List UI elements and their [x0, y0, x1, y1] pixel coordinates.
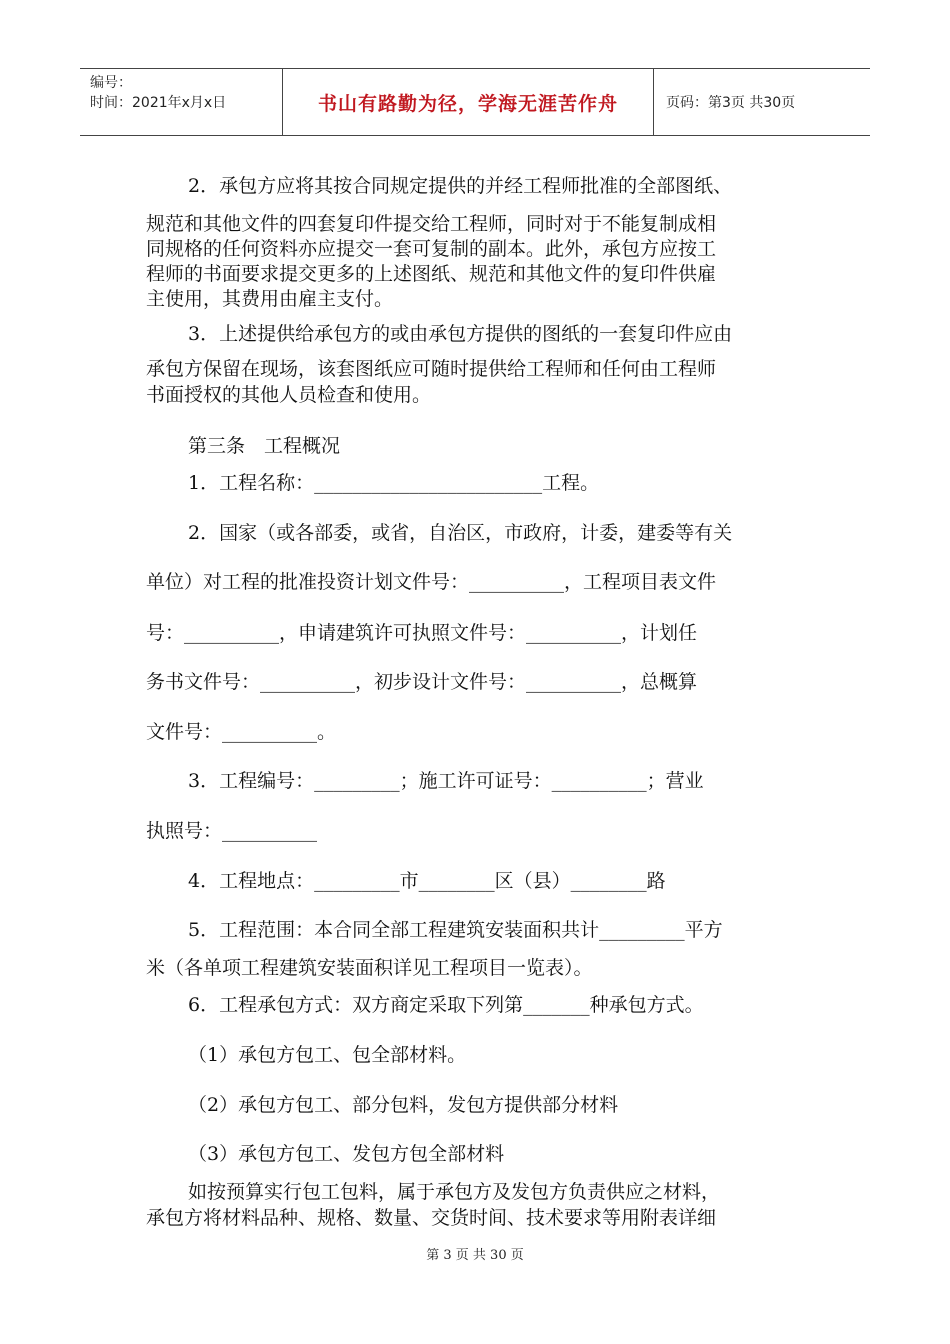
page-footer: 第 3 页 共 30 页 — [426, 1248, 524, 1263]
header-motto: 书山有路勤为径，学海无涯苦作舟 — [282, 69, 654, 135]
text-line: 务书文件号：__________，初步设计文件号：__________，总概算 — [146, 671, 698, 693]
text-line: 2．承包方应将其按合同规定提供的并经工程师批准的全部图纸、 — [188, 175, 733, 197]
text-line: 执照号：__________ — [146, 820, 318, 842]
text-line: 承包方保留在现场，该套图纸应可随时提供给工程师和任何由工程师 — [146, 358, 717, 380]
list-item: （3）承包方包工、发包方包全部材料 — [188, 1143, 505, 1165]
text-line: 主使用，其费用由雇主支付。 — [146, 288, 394, 310]
text-line: 如按预算实行包工包料，属于承包方及发包方负责供应之材料， — [188, 1181, 721, 1203]
text-line: 3．工程编号：_________；施工许可证号：__________；营业 — [188, 770, 704, 792]
document-number-label: 编号： — [90, 75, 132, 91]
section-heading: 第三条 工程概况 — [188, 435, 341, 457]
text-line: 3．上述提供给承包方的或由承包方提供的图纸的一套复印件应由 — [188, 323, 733, 345]
text-line: 同规格的任何资料亦应提交一套可复制的副本。此外，承包方应按工 — [146, 238, 717, 260]
text-line: 文件号：__________。 — [146, 721, 337, 743]
page-header — [80, 68, 870, 136]
list-item: （1）承包方包工、包全部材料。 — [188, 1044, 467, 1066]
text-line: 程师的书面要求提交更多的上述图纸、规范和其他文件的复印件供雇 — [146, 263, 717, 285]
list-item: （2）承包方包工、部分包料，发包方提供部分材料 — [188, 1094, 619, 1116]
text-line: 书面授权的其他人员检查和使用。 — [146, 384, 432, 406]
text-line: 2．国家（或各部委，或省，自治区，市政府，计委，建委等有关 — [188, 522, 733, 544]
text-line: 6．工程承包方式：双方商定采取下列第_______种承包方式。 — [188, 994, 704, 1016]
document-date-label: 时间：2021年x月x日 — [90, 95, 227, 111]
text-line: 规范和其他文件的四套复印件提交给工程师，同时对于不能复制成相 — [146, 213, 717, 235]
header-page-number: 页码：第3页 共30页 — [666, 95, 796, 111]
text-line: 承包方将材料品种、规格、数量、交货时间、技术要求等用附表详细 — [146, 1207, 717, 1229]
text-line: 1．工程名称：________________________工程。 — [188, 472, 600, 494]
text-line: 号：__________，申请建筑许可执照文件号：__________，计划任 — [146, 622, 698, 644]
text-line: 4．工程地点：_________市________区（县）________路 — [188, 870, 666, 892]
text-line: 5．工程范围：本合同全部工程建筑安装面积共计_________平方 — [188, 919, 723, 941]
text-line: 米（各单项工程建筑安装面积详见工程项目一览表）。 — [146, 957, 593, 979]
text-line: 单位）对工程的批准投资计划文件号：__________，工程项目表文件 — [146, 571, 717, 593]
header-meta — [80, 69, 282, 135]
